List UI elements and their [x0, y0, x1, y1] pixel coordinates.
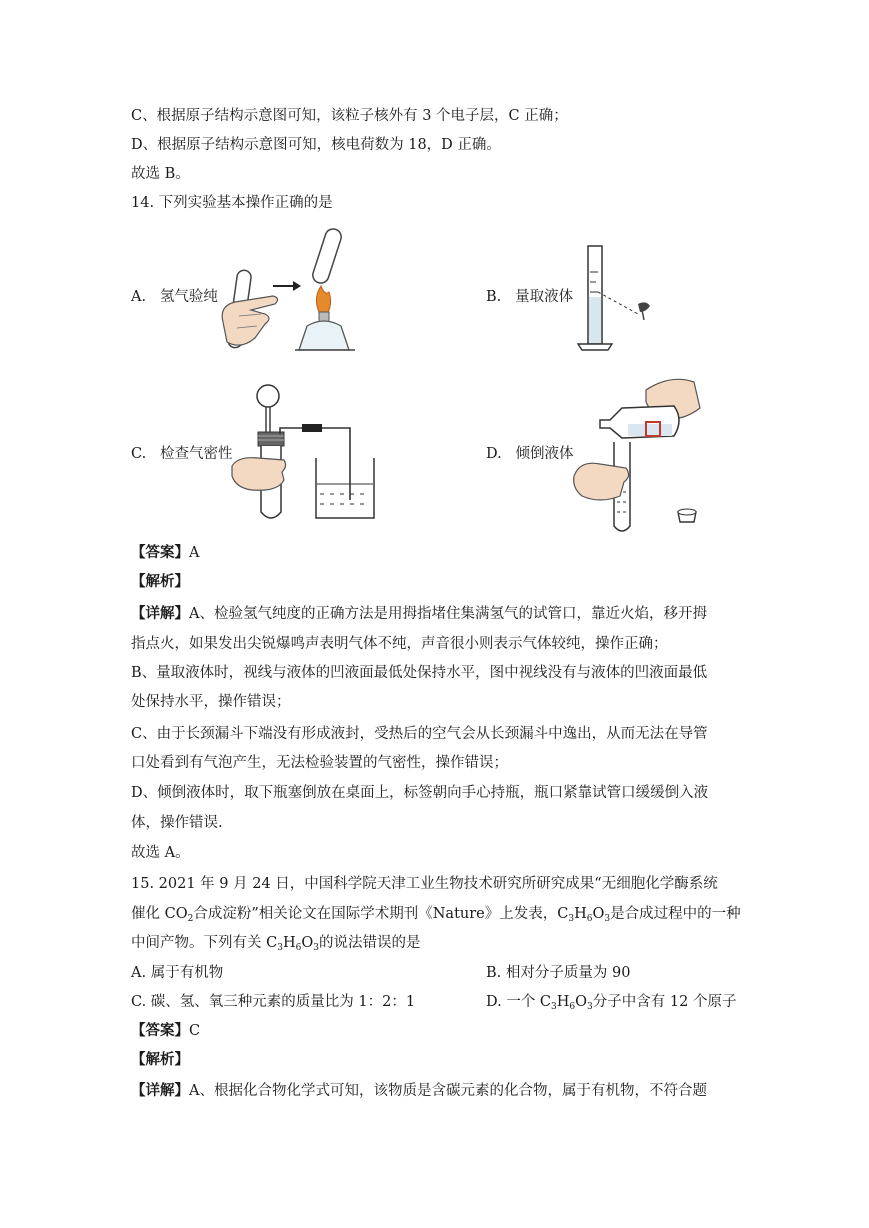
detail-line [131, 604, 707, 624]
option-letter: C. [131, 446, 147, 462]
option-b [486, 287, 573, 307]
detail-line: 体，操作错误. [131, 815, 223, 831]
option-a [131, 287, 218, 307]
option-b: B. 相对分子质量为 90 [486, 965, 631, 981]
airtightness-check-figure [228, 380, 378, 526]
answer-line [131, 543, 199, 563]
answer-line [131, 1021, 200, 1041]
answer-value: C [189, 1023, 201, 1039]
detail-tag: 【详解】 [131, 1082, 189, 1099]
question-stem: 催化 $CO_2$合成淀粉”相关论文在国际学术期刊《Nature》上发表，$C_3H_6O_3$是合成过程中的一种 [131, 906, 741, 924]
option-d: D. 一个 $C_3H_6O_3$分子中含有 12 个原子 [486, 994, 737, 1012]
detail-line [131, 1081, 707, 1101]
text-line: D、根据原子结构示意图可知，核电荷数为 18，D 正确。 [131, 137, 501, 153]
graduated-cylinder-figure [568, 242, 668, 354]
analysis-tag: 【解析】 [131, 1051, 189, 1068]
option-c: C. 碳、氢、氧三种元素的质量比为 1：2：1 [131, 994, 416, 1010]
answer-tag: 【答案】 [131, 544, 189, 561]
answer-value: A [189, 545, 200, 561]
option-letter: B. [486, 289, 502, 305]
detail-line: 指点火，如果发出尖锐爆鸣声表明气体不纯，声音很小则表示气体较纯，操作正确； [131, 636, 668, 652]
detail-line: B、量取液体时，视线与液体的凹液面最低处保持水平，图中视线没有与液体的凹液面最低 [131, 665, 708, 681]
option-text: 倾倒液体 [515, 446, 574, 462]
option-text: 量取液体 [515, 289, 574, 305]
detail-text: A、根据化合物化学式可知，该物质是含碳元素的化合物，属于有机物，不符合题 [189, 1083, 707, 1099]
detail-line: D、倾倒液体时，取下瓶塞倒放在桌面上，标签朝向手心持瓶，瓶口紧靠试管口缓缓倒入液 [131, 785, 709, 801]
choose-line: 故选 A。 [131, 845, 190, 861]
analysis-tag: 【解析】 [131, 573, 189, 590]
question-stem: 15. 2021 年 9 月 24 日，中国科学院天津工业生物技术研究所研究成果“无细胞化学酶系统 [131, 876, 718, 892]
hydrogen-purity-test-figure [215, 226, 365, 354]
option-d [486, 444, 574, 464]
option-letter: A. [131, 289, 147, 305]
detail-tag: 【详解】 [131, 605, 189, 622]
detail-line: 处保持水平，操作错误； [131, 694, 291, 710]
text-line: 故选 B。 [131, 166, 190, 182]
option-text: 氢气验纯 [159, 289, 218, 305]
question-stem: 14. 下列实验基本操作正确的是 [131, 195, 333, 211]
text-line: C、根据原子结构示意图可知，该粒子核外有 3 个电子层，C 正确； [131, 108, 568, 124]
answer-tag: 【答案】 [131, 1022, 189, 1039]
option-letter: D. [486, 446, 502, 462]
option-c [131, 444, 233, 464]
option-text: 检查气密性 [160, 446, 233, 462]
detail-text: A、检验氢气纯度的正确方法是用拇指堵住集满氢气的试管口，靠近火焰，移开拇 [189, 606, 707, 622]
option-a: A. 属于有机物 [131, 965, 224, 981]
detail-line: C、由于长颈漏斗下端没有形成液封，受热后的空气会从长颈漏斗中逸出，从而无法在导管 [131, 726, 708, 742]
question-stem: 中间产物。下列有关 $C_3H_6O_3$的说法错误的是 [131, 935, 421, 953]
pour-liquid-figure [570, 372, 710, 532]
detail-line: 口处看到有气泡产生，无法检验装置的气密性，操作错误； [131, 755, 508, 771]
